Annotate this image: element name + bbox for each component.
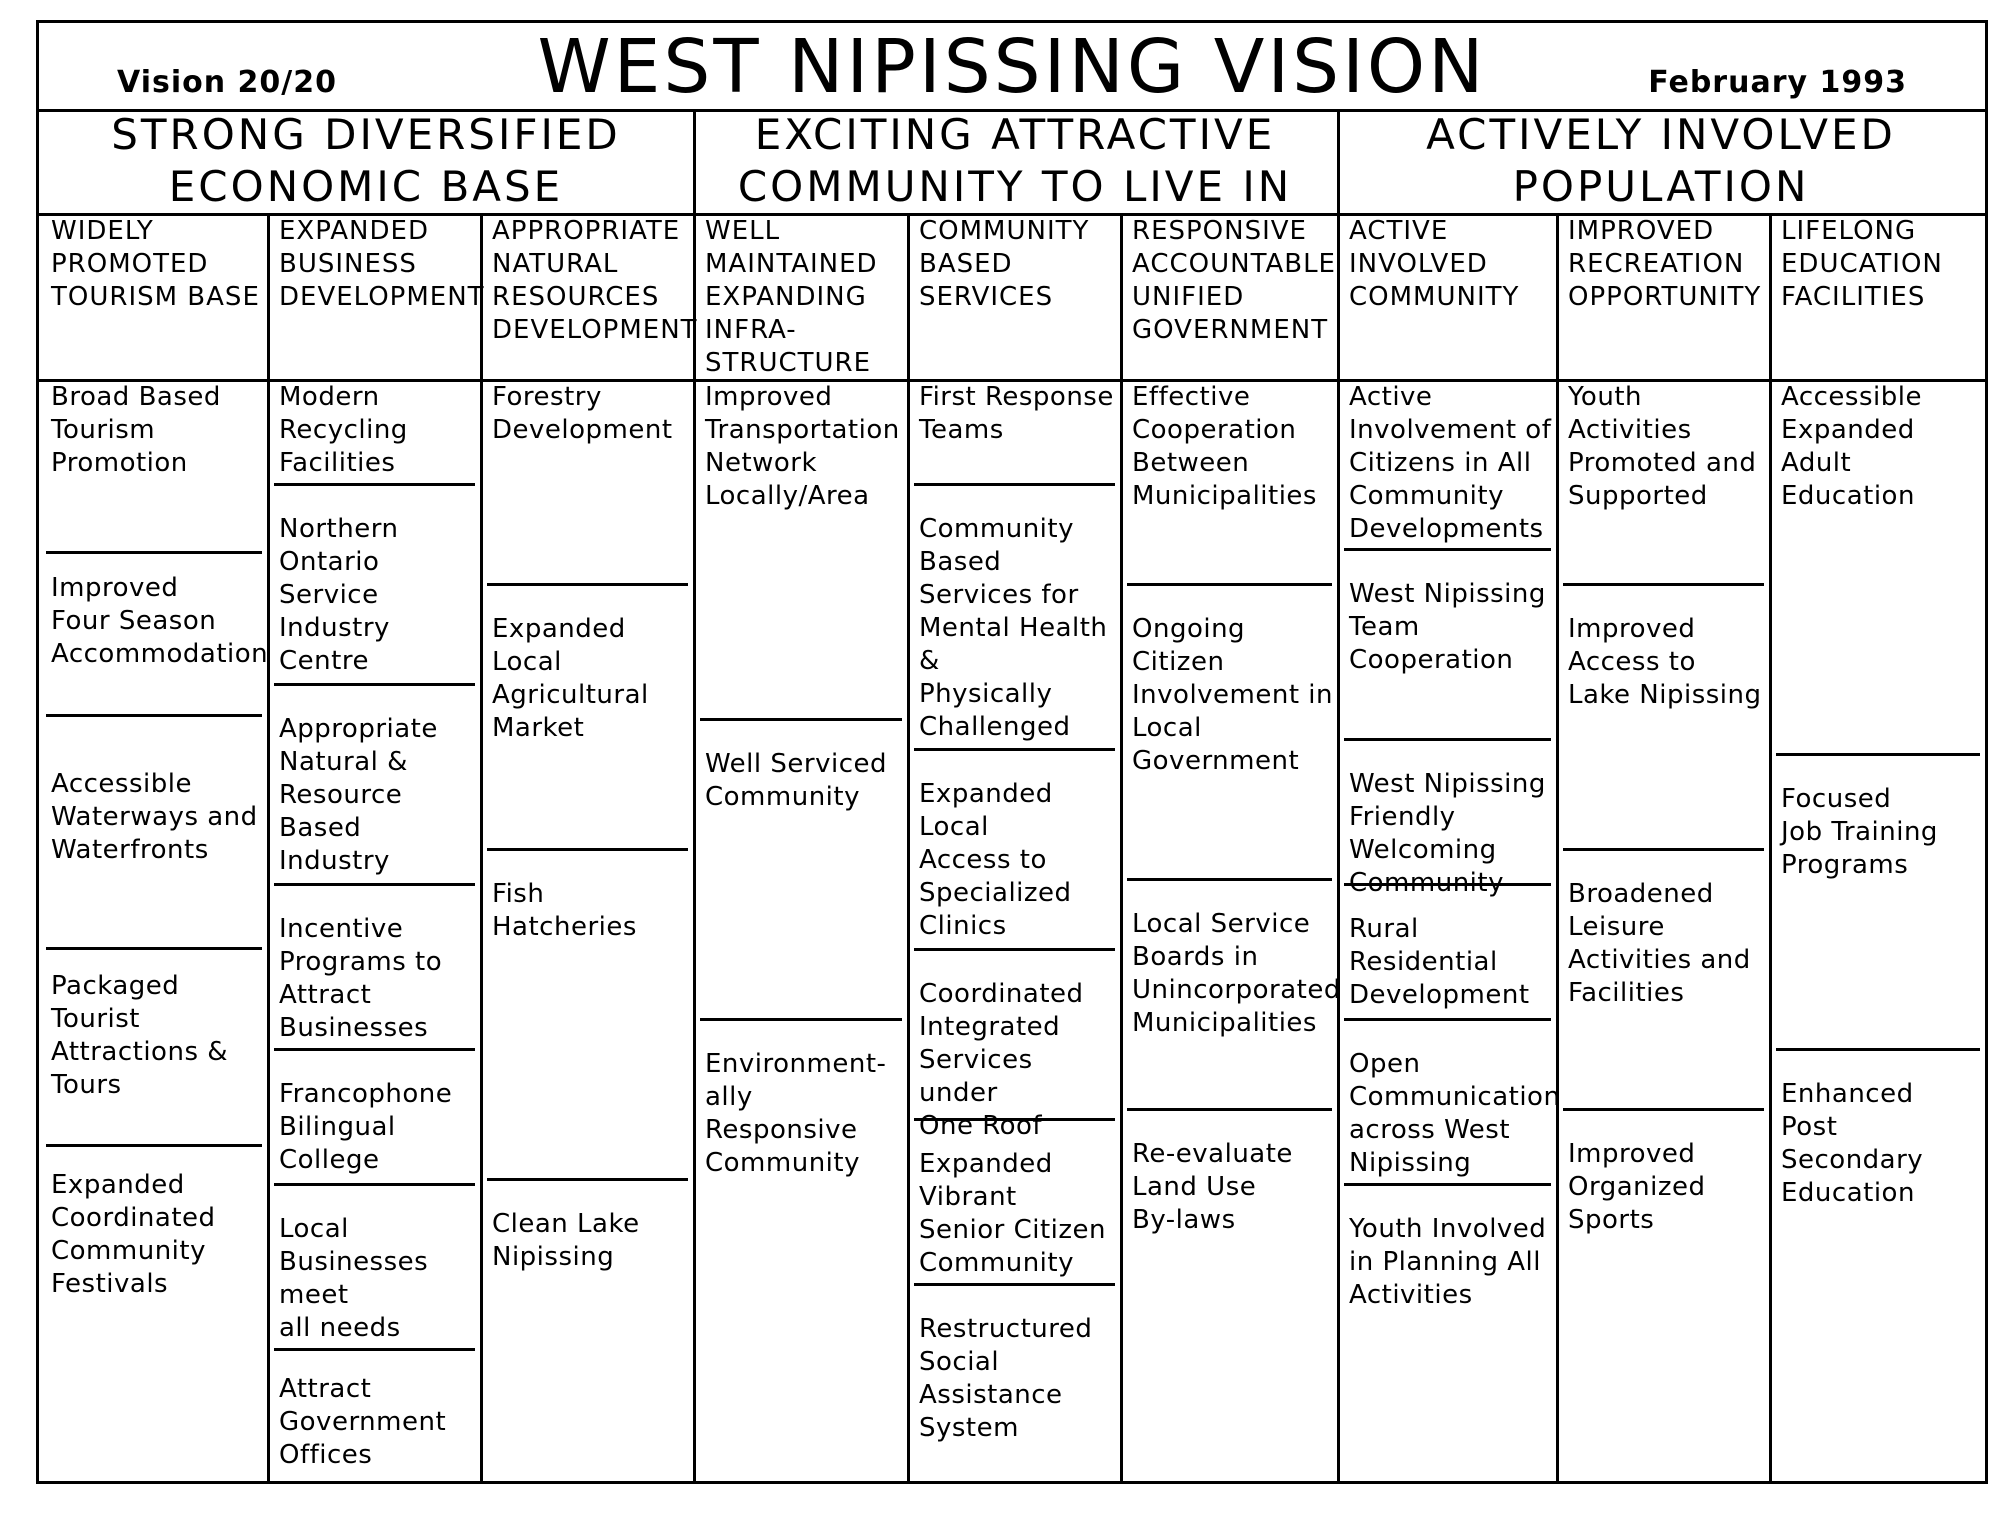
item-divider [46,947,262,950]
goal-item: Well Serviced Community [705,749,887,812]
goal-item: Restructured Social Assistance System [919,1314,1093,1443]
column-separator [267,213,270,1481]
goal-item: Ongoing Citizen Involvement in Local Government [1132,614,1334,776]
goal-item: Attract Government Offices [279,1374,447,1470]
date-tag: February 1993 [1648,65,1907,100]
goal-item: Rural Residential Development [1349,914,1530,1010]
goal-item: Coordinated Integrated Services under One Roof [919,979,1084,1141]
goal-item: Youth Involved in Planning All Activities [1349,1214,1547,1310]
goal-item: Expanded Local Agricultural Market [492,614,649,743]
column-separator [1120,213,1123,1481]
goal-item: Focused Job Training Programs [1781,784,1938,880]
item-divider [914,1118,1115,1121]
item-divider [274,1348,475,1351]
item-divider [1344,548,1551,551]
column-separator [480,213,483,1481]
item-divider [1127,1108,1332,1111]
goal-item: Expanded Local Access to Specialized Clinics [919,779,1072,941]
item-divider [487,583,688,586]
goal-item: Accessible Expanded Adult Education [1781,382,1922,511]
goal-item: Francophone Bilingual College [279,1079,453,1175]
column-heading-resources: APPROPRIATE NATURAL RESOURCES DEVELOPMENT [492,216,698,345]
group-separator [1337,109,1340,1481]
item-divider [1344,1183,1551,1186]
vision-chart [36,20,1988,1484]
item-divider [914,483,1115,486]
column-separator [1556,213,1559,1481]
goal-item: First Response Teams [919,382,1114,445]
item-divider [1344,1018,1551,1021]
item-divider [274,883,475,886]
column-heading-education: LIFELONG EDUCATION FACILITIES [1781,216,1943,312]
item-divider [914,948,1115,951]
goal-item: Clean Lake Nipissing [492,1209,640,1272]
goal-item: Youth Activities Promoted and Supported [1568,382,1757,511]
item-divider [274,1183,475,1186]
group-heading: EXCITING ATTRACTIVE COMMUNITY TO LIVE IN [737,110,1293,211]
goal-item: Packaged Tourist Attractions & Tours [51,971,229,1100]
group-heading: ACTIVELY INVOLVED POPULATION [1426,110,1896,211]
item-divider [46,551,262,554]
goal-item: Active Involvement of Citizens in All Community Developments [1349,382,1552,544]
item-divider [274,483,475,486]
column-heading-infrastructure: WELL MAINTAINED EXPANDING INFRA- STRUCTURE [705,216,878,378]
item-divider [1563,848,1764,851]
goal-item: West Nipissing Team Cooperation [1349,579,1546,675]
goal-item: Fish Hatcheries [492,879,637,942]
item-divider [914,1283,1115,1286]
page-title: WEST NIPISSING VISION [537,24,1487,110]
goal-item: Environment- ally Responsive Community [705,1049,887,1178]
column-heading-government: RESPONSIVE ACCOUNTABLE UNIFIED GOVERNMENT [1132,216,1336,345]
column-separator [1769,213,1772,1481]
goal-item: Improved Organized Sports [1568,1139,1706,1235]
goal-item: Improved Transportation Network Locally/Area [705,382,900,511]
item-divider [1563,583,1764,586]
goal-item: Expanded Coordinated Community Festivals [51,1170,216,1299]
goal-item: Local Businesses meet all needs [279,1214,429,1343]
column-heading-community: ACTIVE INVOLVED COMMUNITY [1349,216,1520,312]
goal-item: Accessible Waterways and Waterfronts [51,769,258,865]
goal-item: Broad Based Tourism Promotion [51,382,221,478]
goal-item: Improved Four Season Accommodation [51,573,269,669]
goal-item: Effective Cooperation Between Municipalities [1132,382,1317,511]
item-divider [487,1178,688,1181]
item-divider [1127,878,1332,881]
item-divider [46,714,262,717]
goal-item: Modern Recycling Facilities [279,382,408,478]
column-heading-services: COMMUNITY BASED SERVICES [919,216,1090,312]
item-divider [487,848,688,851]
goal-item: Local Service Boards in Unincorporated Municipalities [1132,909,1341,1038]
goal-item: West Nipissing Friendly Welcoming Community [1349,769,1546,898]
item-divider [274,1048,475,1051]
item-divider [1344,738,1551,741]
goal-item: Expanded Vibrant Senior Citizen Community [919,1149,1106,1278]
item-divider [700,718,902,721]
goal-item: Northern Ontario Service Industry Centre [279,514,399,676]
item-divider [274,683,475,686]
item-divider [1563,1108,1764,1111]
goal-item: Enhanced Post Secondary Education [1781,1079,1924,1208]
item-divider [1344,883,1551,886]
goal-item: Broadened Leisure Activities and Facilities [1568,879,1751,1008]
column-separator [907,213,910,1481]
group-heading: STRONG DIVERSIFIED ECONOMIC BASE [111,110,621,211]
goal-item: Improved Access to Lake Nipissing [1568,614,1762,710]
column-heading-tourism: WIDELY PROMOTED TOURISM BASE [51,216,260,312]
goal-item: Community Based Services for Mental Health & Physically Challenged [919,514,1108,742]
item-divider [1127,583,1332,586]
goal-item: Appropriate Natural & Resource Based Industry [279,714,438,876]
item-divider [914,748,1115,751]
item-divider [1776,1048,1980,1051]
goal-item: Open Communication across West Nipissing [1349,1049,1561,1178]
goal-item: Forestry Development [492,382,673,445]
vision-tag: Vision 20/20 [117,65,337,100]
item-divider [46,1144,262,1147]
column-heading-recreation: IMPROVED RECREATION OPPORTUNITY [1568,216,1762,312]
column-heading-business: EXPANDED BUSINESS DEVELOPMENT [279,216,485,312]
item-divider [700,1018,902,1021]
goal-item: Re-evaluate Land Use By-laws [1132,1139,1293,1235]
goal-item: Incentive Programs to Attract Businesses [279,914,443,1043]
item-divider [1776,753,1980,756]
